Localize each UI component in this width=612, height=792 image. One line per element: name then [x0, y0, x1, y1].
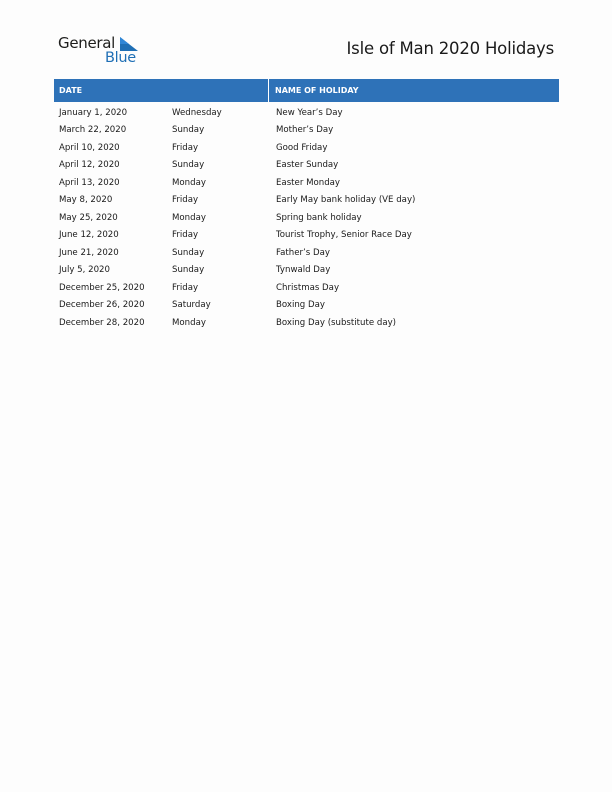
holiday-weekday: Friday — [172, 230, 199, 241]
holiday-name: Good Friday — [276, 142, 328, 153]
holiday-date: December 28, 2020 — [59, 317, 145, 328]
table-row — [54, 104, 559, 122]
table-row — [54, 139, 559, 157]
holiday-date: March 22, 2020 — [59, 125, 127, 136]
holiday-weekday: Friday — [172, 195, 199, 206]
table-row — [54, 314, 559, 332]
holiday-date: April 10, 2020 — [59, 142, 120, 153]
holiday-name: Spring bank holiday — [276, 212, 362, 223]
holiday-name: Tourist Trophy, Senior Race Day — [276, 230, 412, 241]
holiday-weekday: Monday — [172, 317, 206, 328]
holiday-name: Tynwald Day — [276, 265, 331, 276]
holiday-weekday: Friday — [172, 142, 199, 153]
header-date: DATE — [54, 79, 269, 102]
table-row — [54, 244, 559, 262]
holiday-weekday: Sunday — [172, 125, 205, 136]
holiday-name: Mother’s Day — [276, 125, 334, 136]
table-row — [54, 192, 559, 210]
holiday-weekday: Monday — [172, 212, 206, 223]
holiday-weekday: Monday — [172, 177, 206, 188]
holiday-name: Early May bank holiday (VE day) — [276, 195, 416, 206]
table-row — [54, 297, 559, 315]
header-holiday-name: NAME OF HOLIDAY — [275, 86, 359, 95]
holiday-date: May 25, 2020 — [59, 212, 118, 223]
holiday-date: April 12, 2020 — [59, 160, 120, 171]
table-row — [54, 209, 559, 227]
page-title: Isle of Man 2020 Holidays — [346, 39, 554, 58]
holiday-name: Easter Monday — [276, 177, 341, 188]
holiday-name: Father’s Day — [276, 247, 330, 258]
holiday-name: Easter Sunday — [276, 160, 339, 171]
table-row — [54, 122, 559, 140]
logo-word-general: General — [58, 34, 116, 52]
logo-word-blue: Blue — [105, 50, 136, 66]
holiday-weekday: Sunday — [172, 247, 205, 258]
holiday-name: Boxing Day — [276, 300, 325, 311]
table-body — [54, 102, 559, 332]
holiday-weekday: Sunday — [172, 160, 205, 171]
holiday-date: December 26, 2020 — [59, 300, 145, 311]
holiday-name: New Year’s Day — [276, 107, 343, 118]
holiday-date: June 12, 2020 — [59, 230, 119, 241]
table-row — [54, 157, 559, 175]
holiday-name: Christmas Day — [276, 282, 340, 293]
holiday-date: June 21, 2020 — [59, 247, 119, 258]
holiday-weekday: Wednesday — [172, 107, 222, 118]
holiday-weekday: Friday — [172, 282, 199, 293]
table-row — [54, 262, 559, 280]
holiday-name: Boxing Day (substitute day) — [276, 317, 397, 328]
generalblue-logo — [58, 34, 148, 68]
holiday-date: April 13, 2020 — [59, 177, 120, 188]
holiday-weekday: Sunday — [172, 265, 205, 276]
holiday-date: May 8, 2020 — [59, 195, 113, 206]
table-header — [54, 79, 559, 102]
holiday-table — [54, 79, 559, 332]
holiday-date: July 5, 2020 — [59, 265, 110, 276]
holiday-weekday: Saturday — [172, 300, 211, 311]
holiday-date: January 1, 2020 — [59, 107, 128, 118]
table-row — [54, 227, 559, 245]
holiday-date: December 25, 2020 — [59, 282, 145, 293]
table-row — [54, 279, 559, 297]
table-row — [54, 174, 559, 192]
